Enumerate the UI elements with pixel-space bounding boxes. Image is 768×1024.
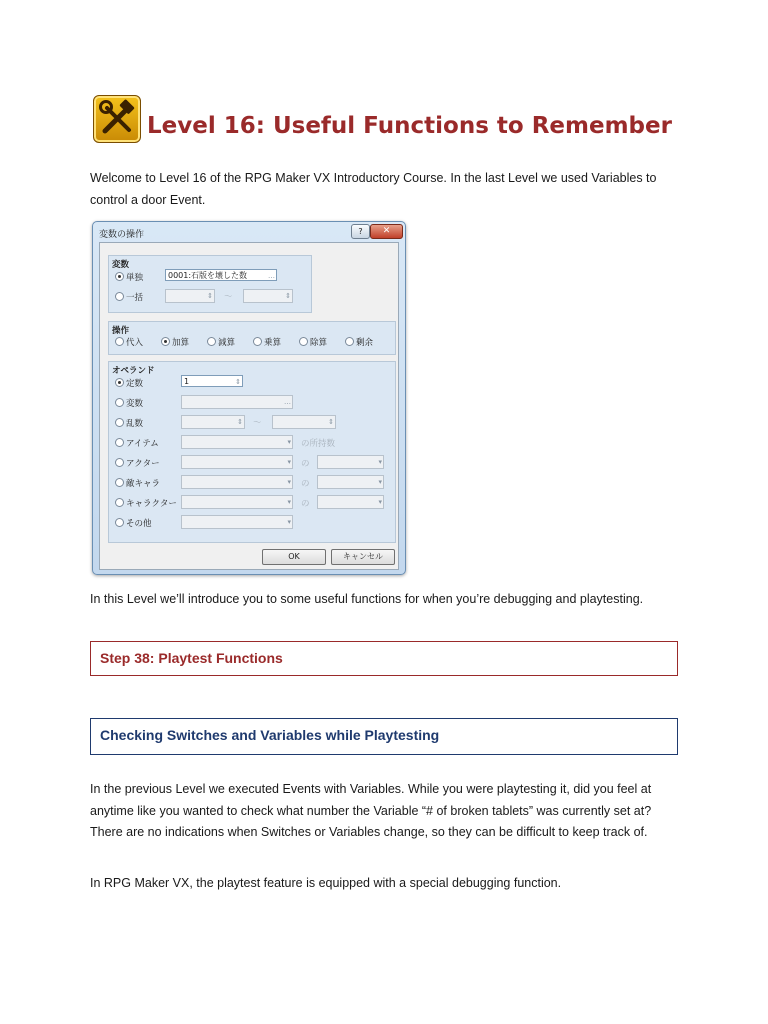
radio-icon <box>299 337 308 346</box>
actor-of-label: の <box>301 459 310 469</box>
item-select[interactable] <box>181 435 293 449</box>
radio-icon <box>115 378 124 387</box>
ok-button[interactable]: OK <box>262 549 326 565</box>
operand-label: アイテム <box>126 439 159 449</box>
operand-constant-option[interactable] <box>115 377 143 389</box>
random-min-field[interactable] <box>181 415 245 429</box>
spinner-icon: ⇕ <box>285 292 291 300</box>
operand-group <box>108 361 396 543</box>
operand-character-option[interactable] <box>115 497 177 509</box>
radio-icon <box>115 398 124 407</box>
variable-selector-value: 0001:石版を壊した数 <box>168 271 248 280</box>
ellipsis-icon: … <box>268 272 275 280</box>
operand-other-option[interactable] <box>115 517 152 529</box>
operation-label: 剰余 <box>356 338 374 348</box>
operand-variable-option[interactable] <box>115 397 143 409</box>
item-count-note: の所持数 <box>301 439 336 449</box>
chevron-down-icon: ▾ <box>378 478 382 486</box>
variable-selector[interactable] <box>165 269 277 281</box>
chevron-down-icon: ▾ <box>287 458 291 466</box>
step-heading-box <box>90 641 678 676</box>
intro-paragraph: Welcome to Level 16 of the RPG Maker VX Introductory Course. In the last Level we used Variables to control a door Event. <box>90 171 657 207</box>
previous-level-paragraph: In the previous Level we executed Events with Variables. While you were playtesting it, did you feel at anytime like you wanted to check what number the Variable “# of broken tablets” was currently set at? There are no indications when Switches or Variables change, so they can be difficult to keep track of. <box>90 782 652 839</box>
operand-label: その他 <box>126 519 152 529</box>
actor-select[interactable] <box>181 455 293 469</box>
radio-icon <box>115 518 124 527</box>
radio-icon <box>207 337 216 346</box>
operation-group-title: 操作 <box>112 326 130 336</box>
operation-option-divide[interactable] <box>299 336 327 348</box>
operation-label: 代入 <box>126 338 144 348</box>
hammer-wrench-icon <box>93 95 141 143</box>
operand-actor-option[interactable] <box>115 457 160 469</box>
single-label: 単独 <box>126 273 144 283</box>
spinner-icon: ⇕ <box>237 418 243 426</box>
operand-label: 定数 <box>126 379 144 389</box>
enemy-param-select[interactable] <box>317 475 384 489</box>
dialog-body <box>99 242 399 570</box>
operand-item-option[interactable] <box>115 437 159 449</box>
single-variable-option[interactable] <box>115 271 143 283</box>
enemy-select[interactable] <box>181 475 293 489</box>
operation-label: 除算 <box>310 338 328 348</box>
debug-paragraph: In RPG Maker VX, the playtest feature is equipped with a special debugging function. <box>90 876 562 890</box>
radio-icon <box>115 438 124 447</box>
operation-label: 減算 <box>218 338 236 348</box>
radio-icon <box>253 337 262 346</box>
chevron-down-icon: ▾ <box>378 458 382 466</box>
operand-variable-field[interactable] <box>181 395 293 409</box>
section-heading-box <box>90 718 678 755</box>
radio-icon <box>345 337 354 346</box>
radio-icon <box>161 337 170 346</box>
constant-value-field[interactable] <box>181 375 243 387</box>
chevron-down-icon: ▾ <box>287 498 291 506</box>
variable-group <box>108 255 312 313</box>
operand-label: 敵キャラ <box>126 479 161 489</box>
batch-start-field[interactable] <box>165 289 215 303</box>
radio-icon <box>115 478 124 487</box>
operation-option-add[interactable] <box>161 336 189 348</box>
operand-enemy-option[interactable] <box>115 477 160 489</box>
operation-label: 乗算 <box>264 338 282 348</box>
radio-icon <box>115 272 124 281</box>
character-of-label: の <box>301 499 310 509</box>
other-select[interactable] <box>181 515 293 529</box>
variable-group-title: 変数 <box>112 260 130 270</box>
operation-option-subtract[interactable] <box>207 336 235 348</box>
after-dialog-paragraph: In this Level we’ll introduce you to some useful functions for when you’re debugging and playtesting. <box>90 592 644 606</box>
random-range-separator: 〜 <box>253 418 262 428</box>
character-select[interactable] <box>181 495 293 509</box>
batch-range-separator: 〜 <box>224 292 233 302</box>
operand-label: 変数 <box>126 399 144 409</box>
enemy-of-label: の <box>301 479 310 489</box>
spinner-icon: ⇕ <box>235 378 241 386</box>
operation-option-multiply[interactable] <box>253 336 281 348</box>
help-button[interactable]: ? <box>351 224 370 239</box>
operation-option-assign[interactable] <box>115 336 143 348</box>
dialog-title: 変数の操作 <box>99 230 145 240</box>
operand-label: アクター <box>126 459 160 469</box>
actor-param-select[interactable] <box>317 455 384 469</box>
step-heading: Step 38: Playtest Functions <box>100 650 283 666</box>
operation-option-modulo[interactable] <box>345 336 373 348</box>
radio-icon <box>115 458 124 467</box>
cancel-button[interactable]: キャンセル <box>331 549 395 565</box>
chevron-down-icon: ▾ <box>378 498 382 506</box>
chevron-down-icon: ▾ <box>287 518 291 526</box>
batch-label: 一括 <box>126 293 144 303</box>
page-title: Level 16: Useful Functions to Remember <box>147 113 672 139</box>
operand-label: キャラクター <box>126 499 177 509</box>
variable-operation-dialog <box>92 221 406 575</box>
page-heading <box>93 95 672 143</box>
ellipsis-icon: … <box>284 398 291 406</box>
close-button[interactable]: ✕ <box>370 224 403 239</box>
radio-icon <box>115 292 124 301</box>
operand-label: 乱数 <box>126 419 144 429</box>
operand-group-title: オペランド <box>112 366 155 376</box>
batch-end-field[interactable] <box>243 289 293 303</box>
random-max-field[interactable] <box>272 415 336 429</box>
batch-variable-option[interactable] <box>115 291 143 303</box>
chevron-down-icon: ▾ <box>287 438 291 446</box>
section-heading: Checking Switches and Variables while Playtesting <box>100 727 440 743</box>
operation-label: 加算 <box>172 338 190 348</box>
character-param-select[interactable] <box>317 495 384 509</box>
chevron-down-icon: ▾ <box>287 478 291 486</box>
spinner-icon: ⇕ <box>207 292 213 300</box>
radio-icon <box>115 337 124 346</box>
operation-group <box>108 321 396 355</box>
operand-random-option[interactable] <box>115 417 143 429</box>
radio-icon <box>115 498 124 507</box>
spinner-icon: ⇕ <box>328 418 334 426</box>
radio-icon <box>115 418 124 427</box>
constant-value: 1 <box>184 377 190 386</box>
